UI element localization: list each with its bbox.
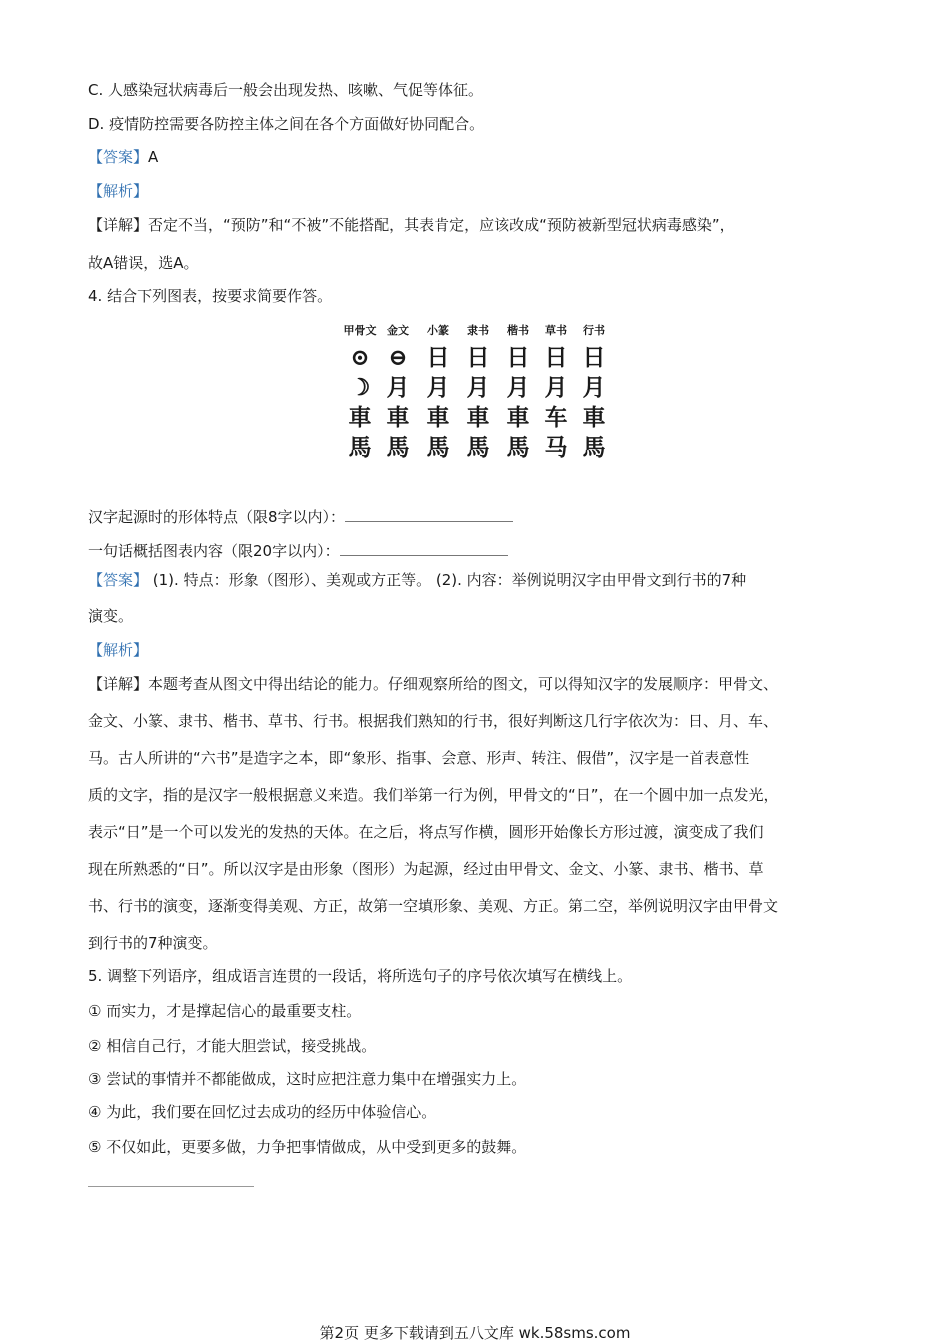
- glyph: 日: [544, 344, 568, 371]
- chart-header: 甲骨文: [343, 324, 377, 337]
- answer-blank[interactable]: [345, 505, 513, 522]
- analysis-tag: 【解析】: [88, 641, 149, 659]
- glyph: 月: [386, 374, 410, 401]
- glyph: ⊙: [350, 344, 370, 371]
- glyph: 馬: [426, 434, 450, 461]
- q5-item: ③ 尝试的事情并不都能做成，这时应把注意力集中在增强实力上。: [88, 1070, 527, 1088]
- glyph: 月: [506, 374, 530, 401]
- answer-text: (1). 特点：形象（图形）、美观或方正等。 (2). 内容：举例说明汉字由甲骨文到行书的7种: [148, 571, 747, 589]
- q5-item: ① 而实力，才是撑起信心的最重要支柱。: [88, 1002, 362, 1020]
- q5-item: ⑤ 不仅如此，更要多做，力争把事情做成，从中受到更多的鼓舞。: [88, 1138, 527, 1156]
- detail-text: 否定不当，“预防”和“不被”不能搭配，其表肯定，应该改成“预防被新型冠状病毒感染”，: [148, 216, 735, 234]
- glyph: 馬: [506, 434, 530, 461]
- chart-header: 楷书: [507, 324, 529, 337]
- detail-text: 本题考查从图文中得出结论的能力。仔细观察所给的图文，可以得知汉字的发展顺序：甲骨文、: [148, 675, 779, 693]
- glyph: 馬: [466, 434, 490, 461]
- glyph: 车: [544, 404, 568, 431]
- chart-header: 金文: [387, 324, 409, 337]
- detail-line: 马。古人所讲的“六书”是造字之本，即“象形、指事、会意、形声、转注、假借”，汉字是一首表意性: [88, 749, 750, 767]
- detail-line: 书、行书的演变，逐渐变得美观、方正，故第一空填形象、美观、方正。第二空，举例说明汉字由甲骨文: [88, 897, 779, 915]
- glyph: ⊖: [388, 344, 408, 371]
- glyph: ☽: [349, 374, 371, 401]
- answer-blank[interactable]: [340, 539, 508, 556]
- glyph: 車: [466, 404, 490, 431]
- q4-prompt-1: [88, 505, 513, 527]
- detail-line: 金文、小篆、隶书、楷书、草书、行书。根据我们熟知的行书，很好判断这几行字依次为：日、月、车、: [88, 712, 779, 730]
- option-d: D. 疫情防控需要各防控主体之间在各个方面做好协同配合。: [88, 115, 485, 133]
- detail-line: 表示“日”是一个可以发光的发热的天体。在之后，将点写作横，圆形开始像长方形过渡，演变成了我们: [88, 823, 764, 841]
- glyph: 月: [426, 374, 450, 401]
- detail-line: 质的文字，指的是汉字一般根据意义来造。我们举第一行为例，甲骨文的“日”，在一个圆中加一点发光，: [88, 786, 779, 804]
- q3-detail-2: 故A错误，选A。: [88, 254, 199, 272]
- glyph: 車: [386, 404, 410, 431]
- glyph: 馬: [386, 434, 410, 461]
- q4-detail: [88, 674, 778, 694]
- prompt-text: 汉字起源时的形体特点（限8字以内）：: [88, 508, 346, 526]
- glyph: 日: [466, 344, 490, 371]
- detail-tag: 【详解】: [88, 675, 149, 693]
- q3-analysis: [88, 181, 148, 201]
- q4-prompt-2: [88, 539, 508, 561]
- q5-item: ④ 为此，我们要在回忆过去成功的经历中体验信心。: [88, 1103, 437, 1121]
- divider: [88, 1186, 254, 1187]
- glyph: 車: [506, 404, 530, 431]
- glyph: 馬: [582, 434, 606, 461]
- glyph: 马: [544, 434, 568, 461]
- q3-detail: [88, 215, 735, 235]
- glyph: 月: [544, 374, 568, 401]
- analysis-tag: 【解析】: [88, 182, 149, 200]
- prompt-text: 一句话概括图表内容（限20字以内）：: [88, 542, 340, 560]
- glyph: 日: [506, 344, 530, 371]
- q5-item: ② 相信自己行，才能大胆尝试，接受挑战。: [88, 1037, 377, 1055]
- glyph: 日: [582, 344, 606, 371]
- chart-header: 小篆: [427, 324, 449, 337]
- script-evolution-chart: [340, 322, 612, 472]
- page-footer: 第2页 更多下载请到五八文库 wk.58sms.com: [319, 1324, 631, 1342]
- q5-title: 5. 调整下列语序，组成语言连贯的一段话，将所选句子的序号依次填写在横线上。: [88, 967, 633, 985]
- q4-answer-2: 演变。: [88, 607, 134, 625]
- glyph: 月: [582, 374, 606, 401]
- q4-title: 4. 结合下列图表，按要求简要作答。: [88, 287, 333, 305]
- glyph: 車: [348, 404, 372, 431]
- glyph: 馬: [348, 434, 372, 461]
- glyph: 日: [426, 344, 450, 371]
- glyph: 月: [466, 374, 490, 401]
- answer-value: A: [148, 148, 159, 166]
- detail-tag: 【详解】: [88, 216, 149, 234]
- chart-header: 草书: [545, 324, 567, 337]
- option-c: C. 人感染冠状病毒后一般会出现发热、咳嗽、气促等体征。: [88, 81, 484, 99]
- q4-answer: [88, 570, 746, 590]
- q4-analysis: [88, 640, 148, 660]
- answer-tag: 【答案】: [88, 148, 149, 166]
- detail-line: 现在所熟悉的“日”。所以汉字是由形象（图形）为起源，经过由甲骨文、金文、小篆、隶书、楷书、草: [88, 860, 764, 878]
- chart-header: 隶书: [467, 324, 489, 337]
- q3-answer: [88, 147, 158, 167]
- detail-line: 到行书的7种演变。: [88, 934, 218, 952]
- glyph: 車: [426, 404, 450, 431]
- glyph: 車: [582, 404, 606, 431]
- chart-header: 行书: [583, 324, 605, 337]
- answer-tag: 【答案】: [88, 571, 149, 589]
